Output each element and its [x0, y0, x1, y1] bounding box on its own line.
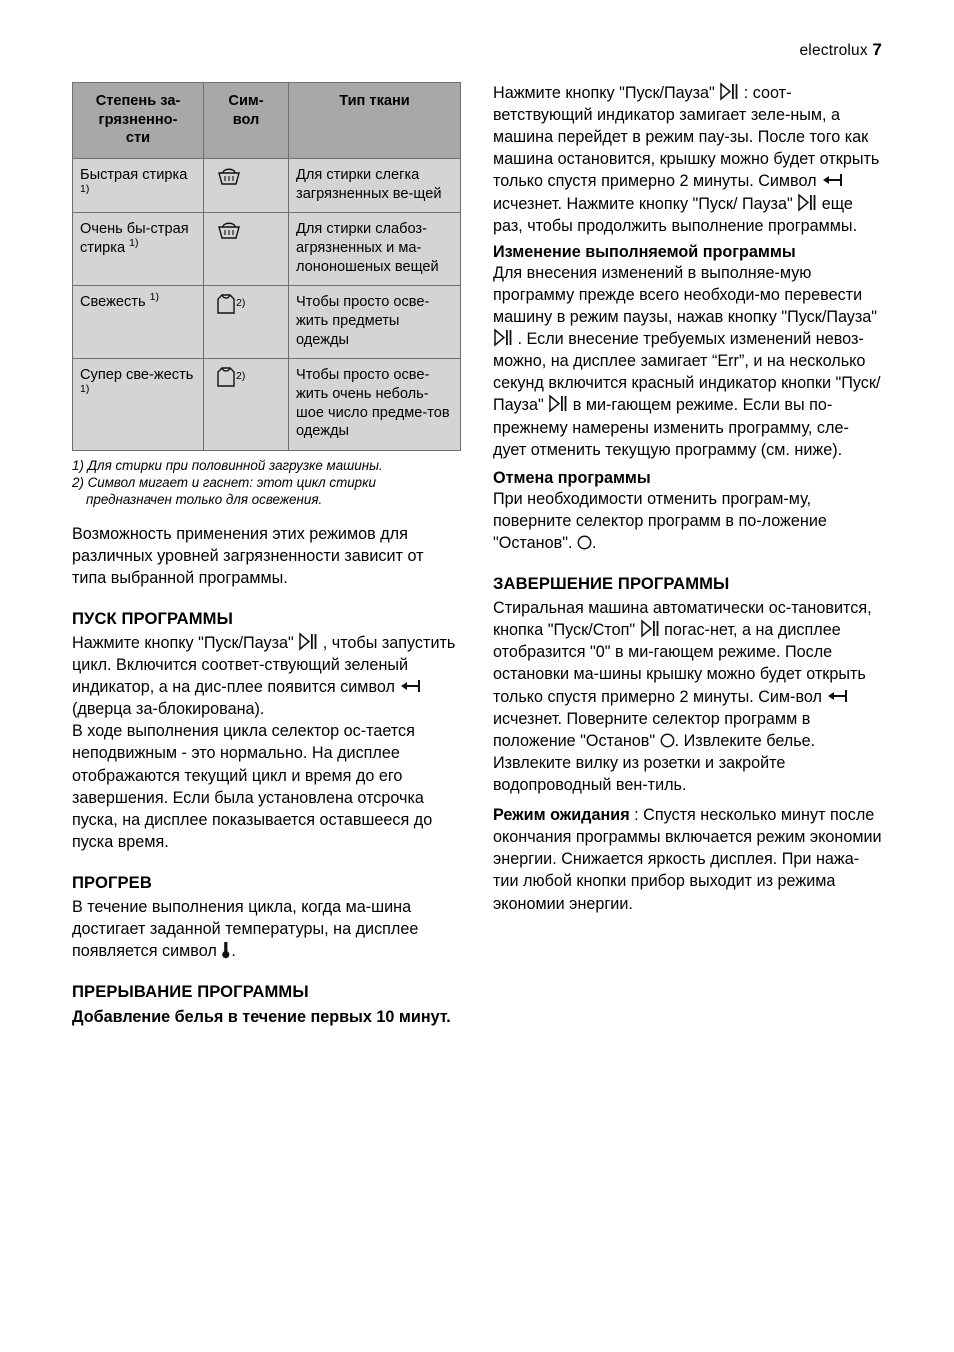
pause-text-d: еще раз, чтобы продолжить выполнение программы. — [493, 194, 858, 235]
door-lock-icon — [399, 677, 425, 691]
left-column — [72, 82, 461, 1027]
header-symbol: Сим- вол — [204, 83, 289, 159]
heading-start-program: ПУСК ПРОГРАММЫ — [72, 608, 233, 628]
start-program-paragraph-2: В ходе выполнения цикла селектор ос-тается неподвижным - это нормально. На дисплее отображаются текущий цикл и время до его завершения. Если была установлена отсрочка пуска, на дисплее показывается оставшееся до пуска время. — [72, 722, 433, 851]
intro-paragraph: Возможность применения этих режимов для различных уровней загрязненности зависит от типа выбранной программы. — [72, 524, 424, 587]
heading-heating: ПРОГРЕВ — [72, 872, 152, 892]
heading-interrupt-program: ПРЕРЫВАНИЕ ПРОГРАММЫ — [72, 982, 309, 1002]
heading-end-of-program: ЗАВЕРШЕНИЕ ПРОГРАММЫ — [493, 574, 730, 594]
pause-paragraph — [493, 82, 882, 237]
footnote-1: 1) Для стирки при половинной загрузке машины. — [72, 458, 383, 474]
table-row — [73, 359, 461, 451]
shirt-icon — [216, 293, 236, 315]
shirt-icon — [216, 366, 236, 388]
page-number: 7 — [872, 40, 882, 59]
standby-paragraph — [493, 804, 882, 915]
start-pause-icon — [493, 328, 513, 347]
start-stop-icon — [640, 619, 660, 638]
cell-symbol — [204, 359, 289, 451]
footnote-ref: 2) — [236, 370, 246, 383]
subheading-add-laundry: Добавление белья в течение первых 10 минут. — [72, 1008, 451, 1027]
table-header-row — [73, 83, 461, 159]
footnote-2b: предназначен только для освежения. — [86, 492, 323, 508]
page-header — [72, 40, 882, 60]
start-text-c: (дверца за-блокирована). — [72, 700, 265, 719]
change-text-a: Для внесения изменений в выполняе-мую программу прежде всего необходи-мо перевести машину в режим паузы, нажав кнопку "Пуск/Пауза" — [493, 263, 878, 326]
stop-position-icon — [577, 534, 592, 549]
soil-level-table — [72, 82, 461, 451]
end-of-program-paragraph — [493, 597, 882, 796]
door-lock-icon — [826, 687, 852, 701]
heading-cancel-program: Отмена программы — [493, 468, 651, 487]
start-text-b: , чтобы запустить цикл. Включится соответ-ствующий зеленый индикатор, а на дис-плее появится символ — [72, 633, 456, 697]
door-lock-icon — [821, 171, 847, 185]
footnote-ref: 1) — [80, 182, 90, 195]
cell-fabric-type: Для стирки слегка загрязненных ве-щей — [289, 159, 461, 213]
cell-soil-level: Очень бы-страя стирка $^{1)}$ — [73, 213, 204, 286]
footnote-2a: 2) Символ мигает и гаснет: этот цикл стирки — [72, 475, 376, 491]
heating-text-a: В течение выполнения цикла, когда ма-шина достигает заданной температуры, на дисплее появляется символ — [72, 897, 419, 961]
finish-text-c: исчезнет. Поверните селектор программ в положение "Останов" — [493, 709, 811, 750]
table-row — [73, 213, 461, 286]
start-program-paragraph-1 — [72, 632, 461, 720]
cell-symbol — [204, 286, 289, 359]
start-pause-icon — [719, 82, 739, 101]
start-text-a: Нажмите кнопку "Пуск/Пауза" — [72, 633, 294, 652]
footnote-ref: 1) — [80, 383, 90, 396]
finish-text-d: . Извлеките белье. Извлеките вилку из розетки и закройте водопроводный вен-тиль. — [493, 731, 816, 794]
header-fabric-type: Тип ткани — [289, 83, 461, 159]
table-footnotes — [72, 457, 461, 508]
standby-label: Режим ожидания — [493, 806, 630, 825]
cancel-text-b: . — [591, 533, 597, 552]
start-pause-icon — [797, 193, 817, 212]
heating-text-b: . — [231, 942, 236, 961]
heating-paragraph — [72, 896, 461, 962]
change-text-c: в ми-гающем режиме. Если вы по-прежнему намерены изменить программу, сле-дует отменить текущую программу (см. ниже). — [493, 396, 849, 459]
pause-text-c: исчезнет. Нажмите кнопку "Пуск/ Пауза" — [493, 194, 793, 213]
cell-fabric-type: Для стирки слабоз-агрязненных и ма-лононошеных вещей — [289, 213, 461, 286]
start-pause-icon — [298, 632, 318, 651]
temperature-icon — [221, 941, 231, 959]
two-column-body — [72, 82, 882, 1027]
standby-text: : Спустя несколько минут после окончания программы включается режим экономии энергии. Снижается яркость дисплея. При нажа-тии любой кнопки прибор выходит из режима экономии энергии. — [493, 806, 882, 913]
cell-symbol — [204, 213, 289, 286]
change-program-paragraph — [493, 262, 882, 461]
cell-soil-level: Супер све-жесть $^{1)}$ — [73, 359, 204, 451]
finish-text-b: погас-нет, а на дисплее отобразится "0" в ми-гающем режиме. После остановки ма-шины крышку можно будет открыть только спустя примерно 2 минуты. Сим-вол — [493, 621, 866, 706]
pause-text-a: Нажмите кнопку "Пуск/Пауза" — [493, 84, 715, 102]
footnote-ref: 1) — [149, 291, 159, 304]
cancel-text-a: При необходимости отменить програм-му, поверните селектор программ в по-ложение "Останов". — [493, 489, 827, 552]
basket-icon — [216, 220, 242, 240]
cell-soil-level: Быстрая стирка $^{1)}$ — [73, 159, 204, 213]
footnote-ref: 1) — [129, 237, 139, 250]
basket-icon — [216, 166, 242, 186]
stop-position-icon — [660, 732, 675, 747]
finish-text-a: Стиральная машина автоматически ос-тановится, кнопка "Пуск/Стоп" — [493, 599, 872, 640]
header-soil-level: Степень за- грязненно- сти — [73, 83, 204, 159]
table-row — [73, 286, 461, 359]
change-text-b: . Если внесение требуемых изменений невоз-можно, на дисплее замигает “Err”, и на несколько секунд включится красный индикатор кнопки "Пуск/Пауза" — [493, 330, 881, 415]
brand-name: electrolux — [799, 42, 868, 59]
cell-fabric-type: Чтобы просто осве-жить предметы одежды — [289, 286, 461, 359]
pause-text-b: : соот-ветствующий индикатор замигает зеле-ным, а машина перейдет в режим пау-зы. После того как машина остановится, крышку можно будет открыть только спустя примерно 2 минуты. Символ — [493, 84, 880, 191]
cancel-program-paragraph — [493, 488, 882, 554]
cell-symbol — [204, 159, 289, 213]
cell-soil-level: Свежесть $^{1)}$ — [73, 286, 204, 359]
table-row — [73, 159, 461, 213]
right-column — [493, 82, 882, 915]
footnote-ref: 2) — [236, 297, 246, 310]
heading-change-program: Изменение выполняемой программы — [493, 242, 796, 261]
start-pause-icon — [548, 394, 568, 413]
cell-fabric-type: Чтобы просто осве-жить очень неболь-шое число предме-тов одежды — [289, 359, 461, 451]
